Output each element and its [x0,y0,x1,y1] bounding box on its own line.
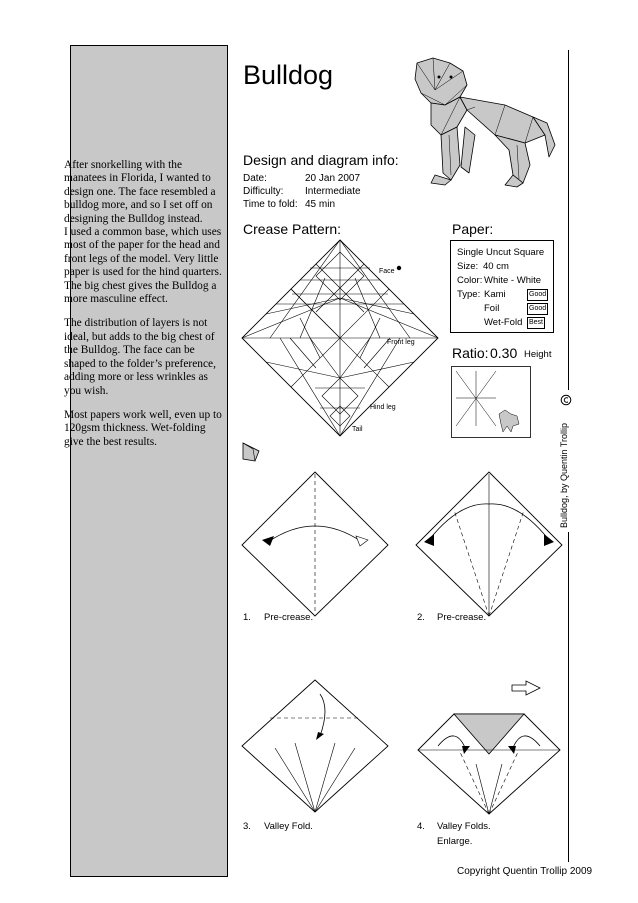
vertical-credit: Bulldog, by Quentin Trollip [559,422,569,528]
paper-type-kami: Kami [484,289,506,300]
face-dot-marker [396,265,402,271]
sidebar-description [64,159,222,460]
difficulty-value: Intermediate [305,186,361,197]
description-paragraph-2: The distribution of layers is not ideal, but adds to the big chest of the Bulldog. The face can be shaped to the folder’s preference, adding more or less wrinkles as you wish. [64,317,216,397]
rating-badge-wetfold: Best [527,317,545,329]
time-value: 45 min [305,199,336,210]
crease-label-face: Face [379,268,395,275]
crease-pattern-diagram [240,238,440,438]
paper-type-foil: Foil [484,303,500,314]
date-value: 20 Jan 2007 [305,173,361,184]
step-2-number: 2. [417,612,425,623]
step-1-diagram [240,470,390,618]
paper-color-value: White - White [484,275,542,286]
time-row [243,199,336,210]
step-2-diagram [414,470,564,618]
bulldog-model-illustration [405,55,565,205]
right-rule-bottom [568,532,569,862]
step-4-text-2: Enlarge. [437,836,473,847]
step-4-diagram [414,706,564,816]
fold-symbol-icon [241,441,265,463]
next-arrow-icon [510,678,542,698]
step-3-diagram [240,678,390,814]
ratio-diagram [451,366,531,438]
time-label: Time to fold: [243,199,298,210]
page-title: Bulldog [243,60,334,90]
date-label: Date: [243,173,267,184]
crease-label-hind-leg: Hind leg [370,404,396,411]
rating-badge-kami: Good [527,289,548,301]
paper-color-label: Color: [457,275,483,286]
crease-pattern-heading: Crease Pattern: [243,221,342,237]
design-info-heading: Design and diagram info: [243,152,399,168]
crease-label-front-leg: Front leg [387,339,415,346]
rating-badge-foil: Good [527,303,548,315]
ratio-value: 0.30 [490,345,518,361]
description-paragraph-3: Most papers work well, even up to 120gsm thickness. Wet-folding give the best results. [64,408,222,448]
copyright-footer: Copyright Quentin Trollip 2009 [457,866,593,877]
paper-size-label: Size: [457,261,479,272]
paper-type-label: Type: [457,289,481,300]
difficulty-row [243,186,361,197]
step-4-text: Valley Folds. [437,821,491,832]
paper-type-wetfold: Wet-Fold [484,317,523,328]
copyright-symbol-icon [560,394,572,406]
date-row [243,173,361,184]
step-3-number: 3. [243,821,251,832]
difficulty-label: Difficulty: [243,186,284,197]
step-2-text: Pre-crease. [437,612,487,623]
step-4-number: 4. [417,821,425,832]
paper-type-line: Single Uncut Square [457,247,545,258]
paper-heading: Paper: [452,221,494,237]
step-3-text: Valley Fold. [264,821,313,832]
description-paragraph-1: After snorkelling with the manatees in Florida, I wanted to design one. The face resembled a bulldog more, and so I set off on designing the Bulldog instead. I used a common base, which uses most of the paper for the head and front legs of the model. Very little paper is used for the hind quarters. The big chest gives the Bulldog a more masculine effect. [64,159,222,306]
step-1-text: Pre-crease. [264,612,314,623]
crease-label-tail: Tail [352,426,363,433]
ratio-label: Ratio: [452,345,489,361]
ratio-unit: Height [524,349,552,360]
step-1-number: 1. [243,612,251,623]
paper-size-value: 40 cm [483,261,509,272]
paper-info-box [450,240,554,333]
right-rule-top [568,50,569,390]
